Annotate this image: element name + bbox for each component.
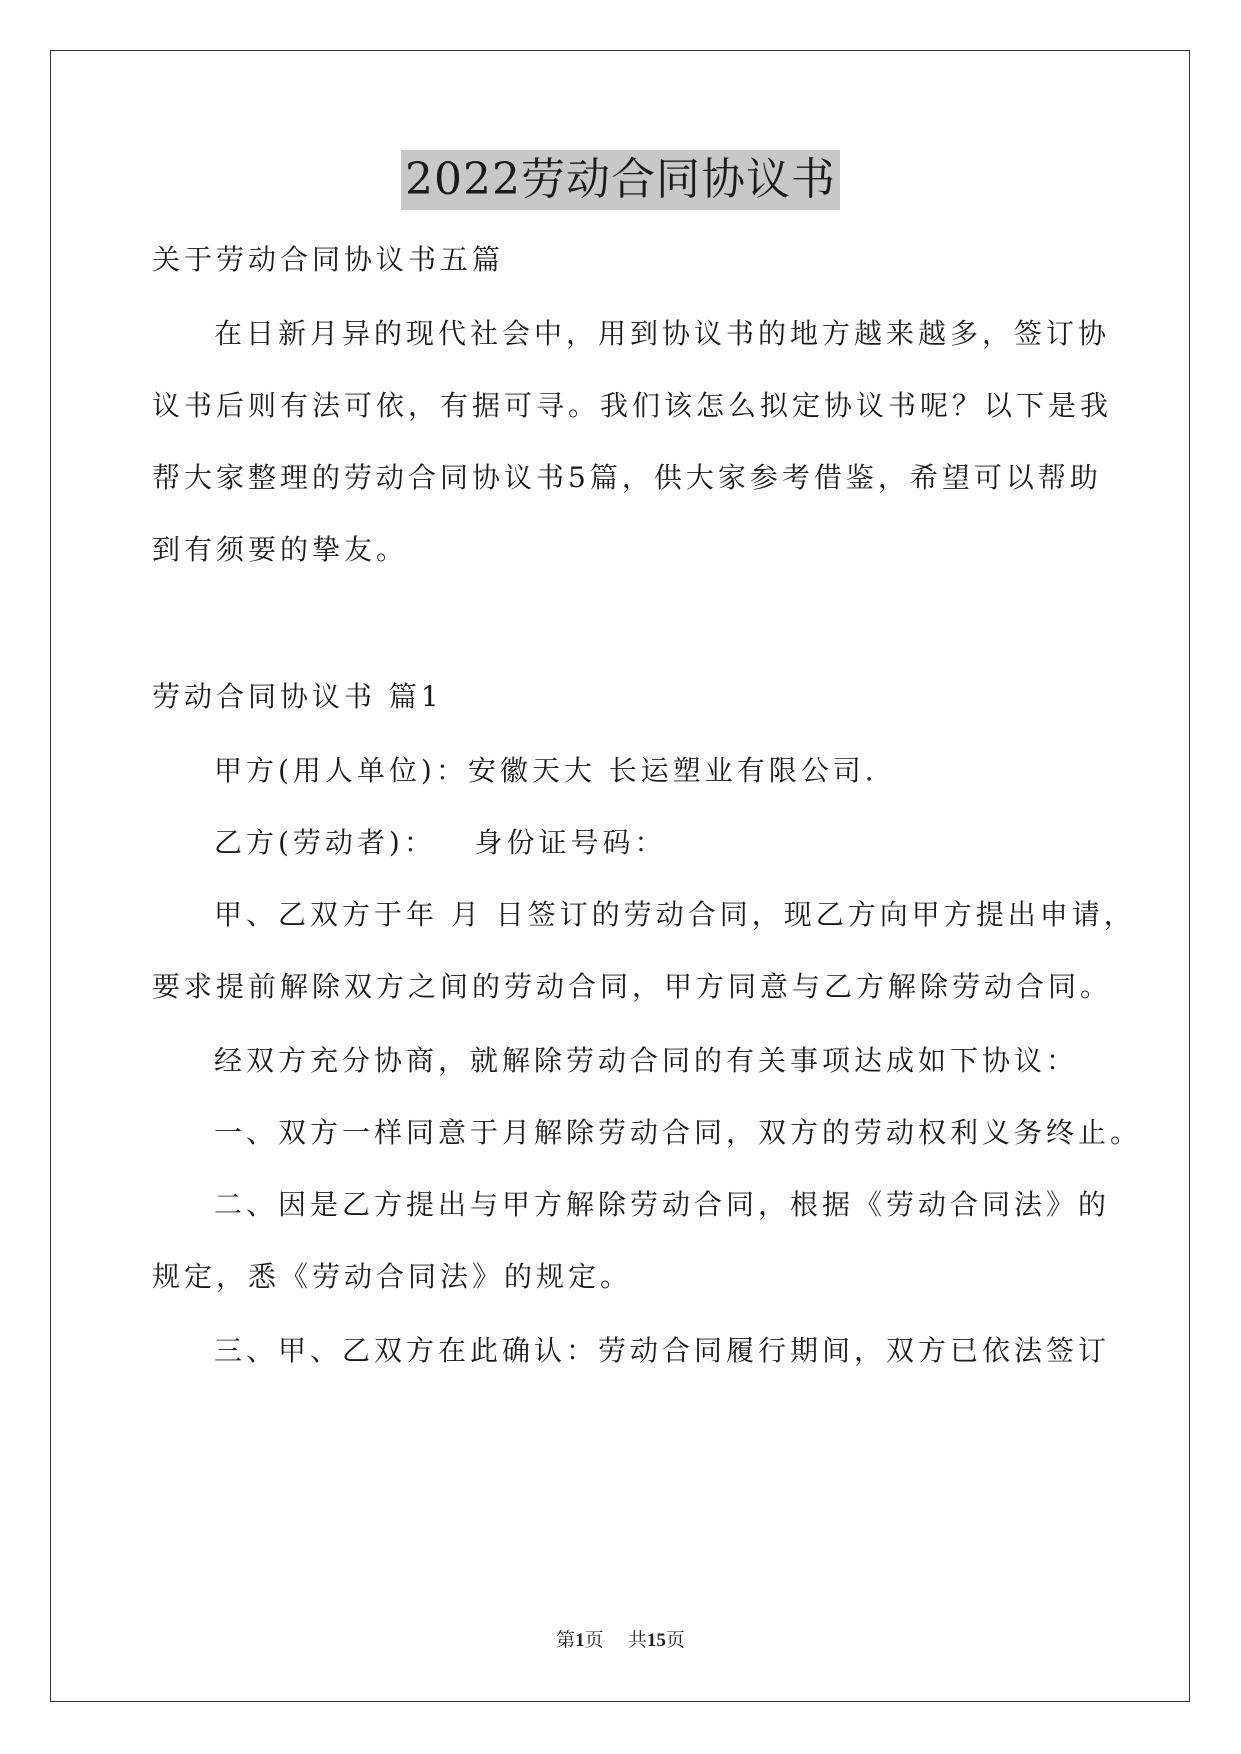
footer-prefix: 第 xyxy=(556,1629,576,1651)
body-line-8: 规定，悉《劳动合同法》的规定。 xyxy=(152,1260,633,1293)
body-line-3: 甲、乙双方于年 月 日签订的劳动合同，现乙方向甲方提出申请， xyxy=(214,898,1136,931)
body-line-2: 乙方(劳动者)： 身份证号码： xyxy=(214,826,667,859)
body-line-5: 经双方充分协商，就解除劳动合同的有关事项达成如下协议： xyxy=(214,1044,1079,1077)
body-line-9: 三、甲、乙双方在此确认：劳动合同履行期间，双方已依法签订 xyxy=(214,1334,1111,1367)
body-line-1: 甲方(用人单位)：安徽天大 长运塑业有限公司. xyxy=(214,754,878,787)
intro-line-4: 到有须要的挚友。 xyxy=(152,533,409,566)
section-heading: 劳动合同协议书 篇1 xyxy=(152,680,443,713)
page-border xyxy=(50,50,1190,1702)
body-line-6: 一、双方一样同意于月解除劳动合同，双方的劳动权利义务终止。 xyxy=(214,1116,1143,1149)
document-subtitle: 关于劳动合同协议书五篇 xyxy=(152,243,505,276)
intro-line-3: 帮大家整理的劳动合同协议书5篇，供大家参考借鉴，希望可以帮助 xyxy=(152,461,1102,494)
document-title xyxy=(0,150,1241,210)
footer-total-unit: 页 xyxy=(665,1629,685,1651)
body-line-7: 二、因是乙方提出与甲方解除劳动合同，根据《劳动合同法》的 xyxy=(214,1188,1111,1221)
footer-page-unit: 页 xyxy=(584,1629,604,1651)
page-footer xyxy=(0,1627,1241,1654)
body-line-4: 要求提前解除双方之间的劳动合同，甲方同意与乙方解除劳动合同。 xyxy=(152,970,1113,1003)
intro-line-2: 议书后则有法可依，有据可寻。我们该怎么拟定协议书呢？以下是我 xyxy=(152,389,1113,422)
intro-line-1: 在日新月异的现代社会中，用到协议书的地方越来越多，签订协 xyxy=(214,317,1111,350)
footer-total-prefix: 共 xyxy=(627,1629,647,1651)
footer-total-pages: 15 xyxy=(646,1630,666,1651)
footer-current-page: 1 xyxy=(575,1630,585,1651)
document-title-text: 2022劳动合同协议书 xyxy=(401,150,840,210)
